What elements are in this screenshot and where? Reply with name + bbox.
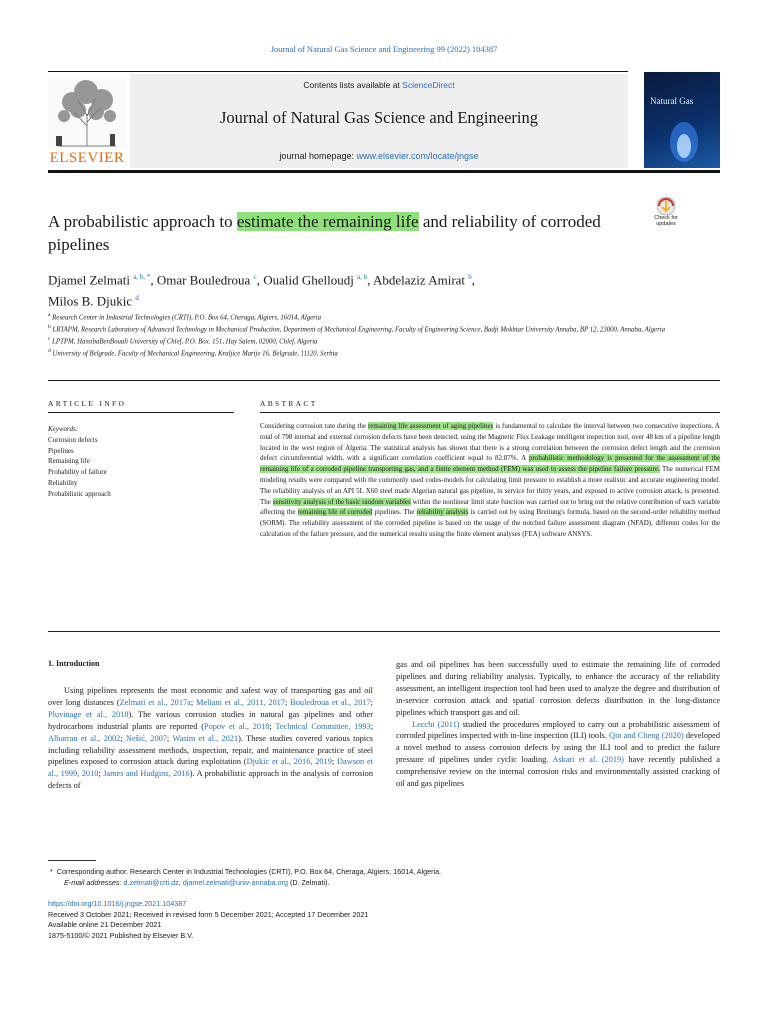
author-affiliation-sup[interactable]: b [468, 273, 472, 281]
citation-separator: ; [98, 769, 104, 779]
abstract-text: within the nonlinear limit state function was carried out to bring out the relative contribution of each variable affecting the [260, 497, 721, 517]
title-part-2: and reliability of corroded pipelines [48, 212, 601, 254]
body-text: ). The various corrosion studies in natural gas pipelines and other hydrocarbons industrial plants are reported ( [48, 709, 373, 731]
author-name[interactable]: Milos B. Djukic [48, 293, 133, 309]
title-highlight: estimate the remaining life [236, 212, 419, 231]
author-name[interactable]: Oualid Ghelloudj [263, 272, 354, 288]
available-online: Available online 21 December 2021 [48, 920, 162, 929]
abstract-text: Considering corrosion rate during the [260, 422, 368, 430]
affiliation-text: LPTPM, HassibaBenBouali University of Chlef, P.O. Box. 151, Hay Salem, 02000, Chlef, Algeria [52, 337, 318, 345]
affiliation-item [48, 323, 668, 335]
citation-link[interactable]: Lecchi (2011) [412, 719, 460, 729]
divider [48, 631, 720, 632]
email-suffix: (D. Zelmati). [287, 878, 330, 887]
abstract-text: pipelines. The [372, 508, 417, 517]
affiliation-sup: a [48, 312, 51, 318]
sciencedirect-link[interactable]: ScienceDirect [402, 80, 455, 90]
citation-link[interactable]: Pluvinage et al., 2018 [48, 709, 129, 719]
author-affiliation-sup[interactable]: d [135, 294, 139, 303]
affiliation-item [48, 335, 668, 347]
citation-link[interactable]: Djukic et al., 2016, 2019 [246, 757, 332, 767]
affiliation-sup: d [48, 347, 51, 354]
citation-separator: ; [190, 697, 197, 707]
email-link[interactable]: d.zelmati@crti.dz [123, 878, 179, 887]
email-line [48, 877, 668, 888]
body-text: developed a novel method to assess corrosion defects by using the ILI tool and to predict the failure pressure of pipelines under cyclic loading. [396, 731, 721, 765]
publication-info [48, 899, 668, 941]
received-dates: Received 3 October 2021; Received in revised form 5 December 2021; Accepted 17 December 2021 [48, 909, 369, 919]
body-text: gas and oil pipelines has been successfully used to estimate the remaining life of corroded pipelines and during reliability analysis. Typically, to enhance the accuracy of the reliability assessment, an intelligent inspection tool had been used to analyze the degree and distribution of in-service corrosion attack and spatial corrosion defects distribution in the long-distance pipelines which transport gas and oil. [396, 660, 720, 717]
body-text: Using pipelines represents the most economic and safest way of transporting gas and oil over long distances ( [48, 686, 373, 707]
affiliation-sup: c [48, 335, 51, 342]
keyword-item: Remaining life [48, 457, 90, 466]
citation-separator: ; [120, 733, 126, 743]
keywords-label: Keywords: [48, 425, 79, 433]
citation-link[interactable]: Popov et al., 2018 [203, 721, 270, 731]
paragraph [48, 685, 373, 792]
keyword-item: Pipelines [48, 446, 74, 455]
citation-link[interactable]: Qin and Cheng (2020) [609, 731, 684, 741]
cover-flame-icon [644, 72, 720, 168]
author-affiliation-sup[interactable]: a, b [357, 273, 368, 281]
intro-left-column [48, 685, 373, 792]
abstract-text: is carried out by using Breitung's formula, based on the second-order reliability method (SORM). The reliability assessment of the corroded pipeline is based on the usage of the notched failure assessment diagram (NFAD), different codes for the calculation of the failure pressure, and the numerical results using the finite element analyses (FEA) software ANSYS. [260, 508, 720, 538]
abstract-highlight: reliability analysis [416, 508, 469, 517]
author-name[interactable]: Omar Bouledroua [156, 272, 251, 288]
email-label: E-mail addresses: [64, 878, 122, 887]
author-list: Djamel Zelmati $^{a, b, *}$, Omar Bouledroua $^c$, Oualid Ghelloudj $^{a, b}$, Abdelaziz Amirat $^b$, Milos B. Djukic $^d$ [48, 272, 476, 309]
abstract-highlight: remaining life of corroded [297, 508, 373, 517]
abstract-heading: ABSTRACT [260, 399, 318, 408]
article-info-heading: ARTICLE INFO [48, 399, 127, 408]
citation-link[interactable]: Meliani et al., 2011, 2017 [196, 697, 285, 707]
journal-cover-image [644, 72, 720, 168]
citation-link[interactable]: Dawson et al., 1999, 2010 [48, 757, 373, 779]
keywords-block [48, 424, 228, 500]
citation-link[interactable]: Askari et al. (2019) [552, 755, 624, 765]
email-separator: , [178, 878, 183, 887]
divider [48, 380, 720, 381]
affiliation-item [48, 347, 668, 359]
affiliation-text: University of Belgrade, Faculty of Mechanical Engineering, Kraljice Marije 16, Belgrade, 11120, Serbia [52, 349, 338, 357]
keyword-item: Corrosion defects [48, 435, 98, 444]
check-for-updates-label: Check for updates [654, 215, 678, 227]
email-link[interactable]: djamel.zelmati@univ-annaba.org [182, 878, 288, 887]
paragraph [396, 719, 720, 790]
citation-link[interactable]: Zelmati et al., 2017a [119, 697, 191, 707]
citation-separator: ; [370, 697, 373, 707]
citation-separator: ; [269, 721, 276, 731]
author-affiliation-sup[interactable]: a, b, * [133, 273, 151, 281]
affiliations [48, 311, 668, 358]
citation-separator: ; [284, 697, 291, 707]
citation-link[interactable]: Albarran et al., 2002 [48, 733, 121, 743]
citation-link[interactable]: James and Hudgins, 2016 [103, 769, 190, 779]
header-top-rule [48, 71, 628, 72]
author-name[interactable]: Abdelaziz Amirat [372, 272, 466, 288]
keyword-item: Reliability [48, 478, 78, 487]
keyword-item: Probability of failure [48, 468, 107, 477]
keyword-item: Probabilistic approach [48, 489, 111, 498]
paragraph [396, 659, 720, 719]
affiliation-text: LRTAPM, Research Laboratory of Advanced Technology in Mechanical Production, Department of Mechanical Engineering, Faculty of Engineering Science, Badji Mokhtar University Annaba, BP 12, 23000, Annaba, Algeria [52, 326, 666, 334]
doi-link[interactable]: https://doi.org/10.1016/j.jngse.2021.104387 [48, 899, 187, 908]
footnote-rule [48, 860, 96, 861]
citation-separator: ; [331, 757, 337, 767]
abstract-text: The numerical FEM modeling results were compared with the commonly used codes-models for calculating limit pressure to establish a more realistic and accurate engineering model. The reliability analysis of an API 5L X60 steel made Algerian natural gas pipeline, in service for thirty years, and exposed to active corrosion attack, is presented. The [260, 465, 720, 506]
corresponding-text: Corresponding author. Research Center in Industrial Technologies (CRTI), P.O. Box 64, Cheraga, Algiers, 16014, Algeria. [56, 867, 442, 876]
body-text: have recently published a comprehensive review on the internal corrosion risks and environmentally assisted cracking of oil and gas pipelines [396, 755, 720, 789]
title-part-1: A probabilistic approach to [48, 212, 237, 231]
citation-link[interactable]: Technical Committee, 1993 [275, 721, 371, 731]
footnote-marker: * [50, 867, 53, 876]
footnote-block [48, 866, 668, 888]
article-info-rule [48, 412, 234, 413]
contents-line [130, 80, 628, 90]
affiliation-item [48, 311, 668, 323]
intro-right-column [396, 659, 720, 790]
journal-homepage [130, 151, 628, 161]
journal-title: Journal of Natural Gas Science and Engineering [220, 108, 538, 127]
abstract-highlight: sensitivity analysis of the basic random variables [272, 497, 411, 506]
abstract-text: is fundamental to calculate the interval between two consecutive inspections. A total of 798 internal and external corrosion defects have been detected, using the Magnetic Flux Leakage intelligent inspection tool, over 48 km of a pipeline length located in the west region of Algeria. The statistical analysis has shown that there is a strong correlation between the corrosion defect length and the corrosion defect circumferential width, with a significant correlation coefficient equal to 82.87%. A [260, 422, 720, 463]
cover-title: Natural Gas [650, 96, 694, 106]
body-text: studied the procedures employed to carry out a probabilistic assessment of corroded pipelines inspected with in-line inspection (ILI) tools. [396, 719, 720, 741]
section-heading-introduction: 1. Introduction [48, 659, 100, 668]
citation-link[interactable]: Bouledroua et al., 2017 [290, 697, 371, 707]
citation-separator: ; [166, 733, 173, 743]
affiliation-text: Research Center in Industrial Technologies (CRTI), P.O. Box 64, Cheraga, Algiers, 16014, Algeria [52, 314, 322, 322]
contents-prefix: Contents lists available at [303, 80, 403, 90]
author-affiliation-sup[interactable]: c [253, 273, 257, 281]
citation-separator: ; [370, 721, 373, 731]
copyright: 1875-5100/© 2021 Published by Elsevier B.V. [48, 930, 194, 940]
homepage-link[interactable]: www.elsevier.com/locate/jngse [356, 151, 479, 161]
citation-link[interactable]: Nešić, 2007 [125, 733, 167, 743]
header-bottom-rule [48, 170, 720, 173]
elsevier-wordmark: ELSEVIER [49, 150, 125, 166]
body-text: ). A probabilistic approach in the analysis of corrosion defects of [48, 769, 373, 791]
abstract-body [260, 421, 720, 540]
author-name[interactable]: Djamel Zelmati [48, 272, 130, 288]
citation-link[interactable]: Wasim et al., 2021 [172, 733, 239, 743]
homepage-prefix: journal homepage: [279, 151, 357, 161]
body-text: ). These studies covered various topics including reliability assessment methods, inspection, repair, and maintenance practice of steel pipelines exposed to corrosion attack during exploitation ( [48, 733, 373, 767]
abstract-rule [260, 412, 720, 413]
abstract-highlight: remaining life assessment of aging pipelines [367, 422, 494, 430]
abstract-highlight: probabilistic methodology is presented for the assessment of the remaining life of a corroded pipeline transporting gas, and a finite element method (FEM) was used to assess the pipeline failure pressure. [260, 454, 720, 474]
article-title [48, 210, 638, 256]
journal-reference[interactable]: Journal of Natural Gas Science and Engineering 99 (2022) 104387 [270, 44, 498, 54]
corresponding-author-note [48, 866, 668, 877]
affiliation-sup: b [48, 323, 51, 330]
